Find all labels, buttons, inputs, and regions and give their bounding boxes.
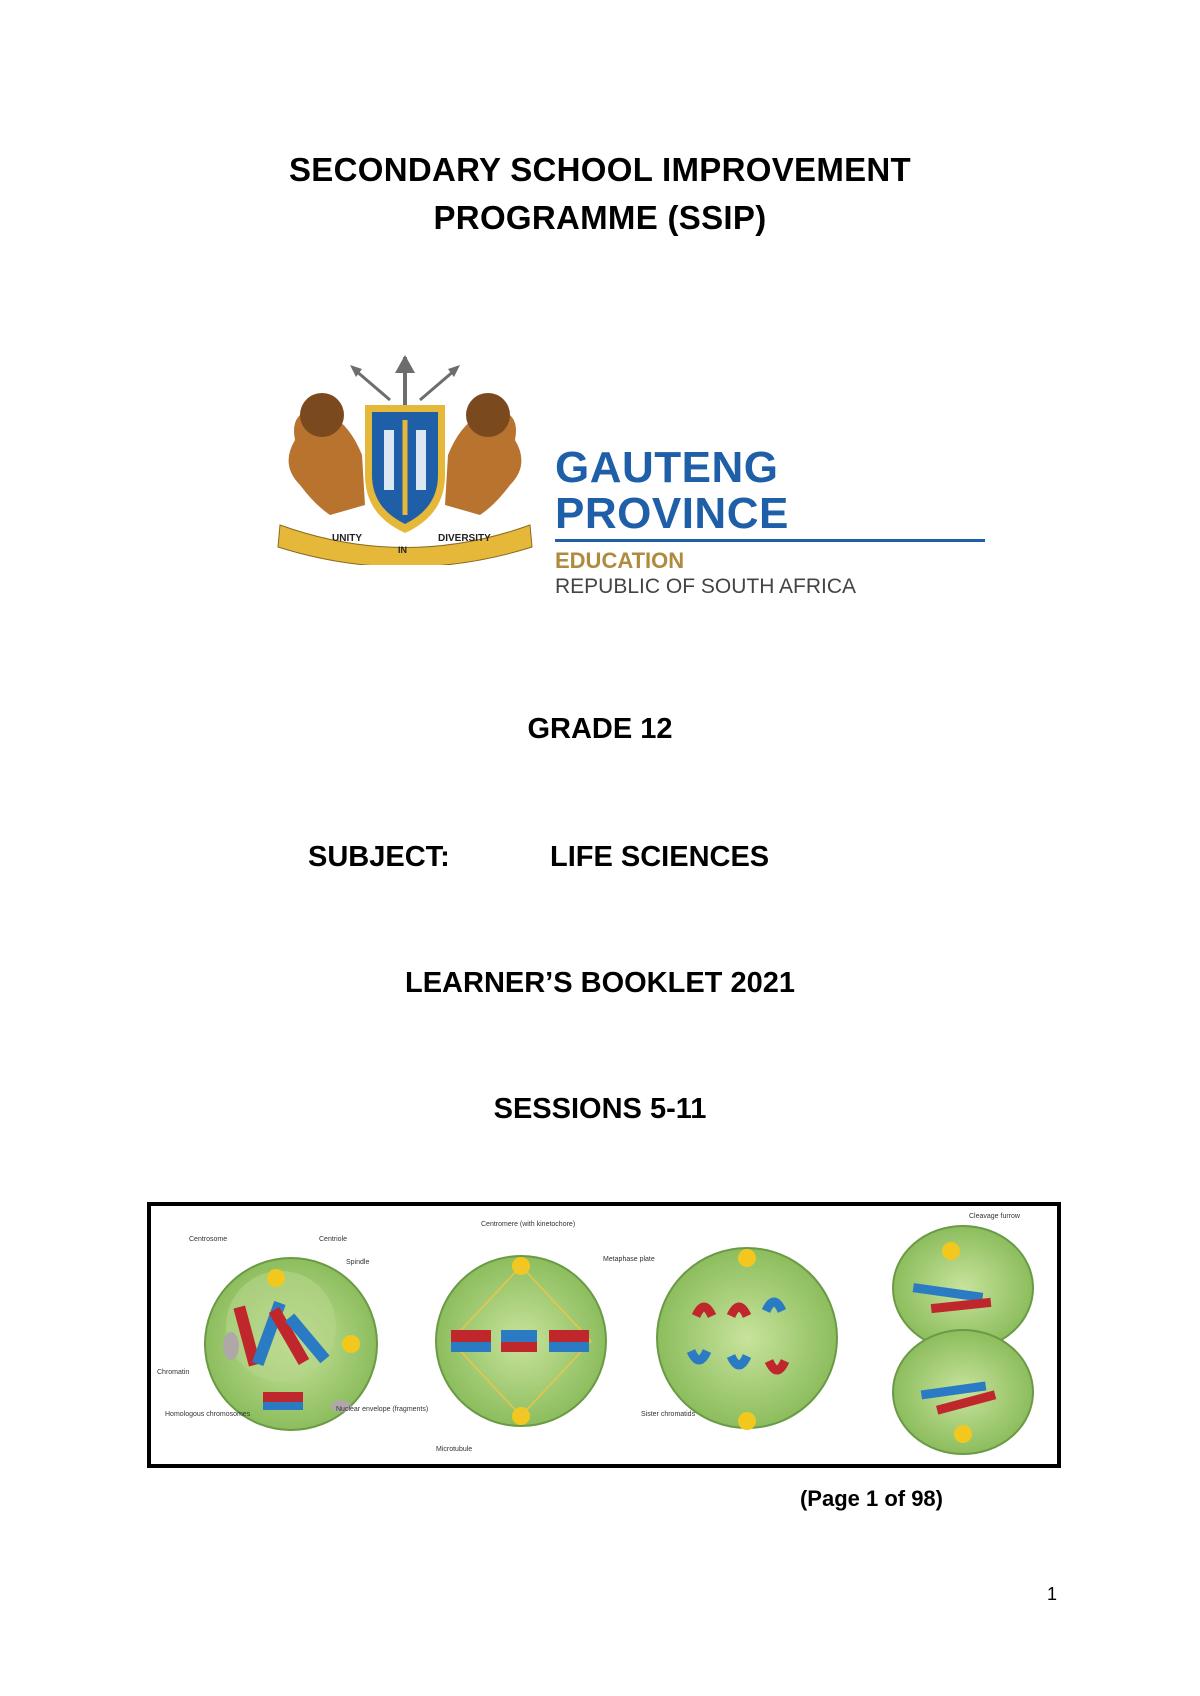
- title-line-2: PROGRAMME (SSIP): [433, 199, 767, 236]
- subject-label: SUBJECT:: [308, 841, 450, 873]
- label-centromere: Centromere (with kinetochore): [481, 1221, 576, 1228]
- label-homologous: Homologous chromosomes: [165, 1411, 251, 1418]
- label-nuclear-envelope: Nuclear envelope (fragments): [336, 1406, 429, 1413]
- cell-telophase: [893, 1213, 1033, 1454]
- label-cleavage-furrow: Cleavage furrow: [969, 1213, 1020, 1220]
- page-of-label: (Page 1 of 98): [799, 1486, 943, 1511]
- mitosis-illustration: [151, 1206, 1057, 1464]
- label-centriole: Centriole: [319, 1236, 348, 1243]
- motto-in: IN: [398, 545, 407, 555]
- label-spindle: Spindle: [346, 1259, 370, 1266]
- subject-value: LIFE SCIENCES: [550, 841, 770, 873]
- page-number: 1: [1046, 1584, 1057, 1604]
- label-microtubule: Microtubule: [436, 1446, 473, 1453]
- logo-text: [555, 445, 990, 600]
- coat-of-arms-icon: [270, 355, 540, 565]
- motto-unity: UNITY: [332, 533, 362, 544]
- motto-diversity: DIVERSITY: [438, 533, 491, 544]
- cell-prophase: [157, 1236, 428, 1430]
- province-underline: [555, 539, 985, 542]
- label-centrosome: Centrosome: [189, 1236, 228, 1243]
- gauteng-logo: [270, 355, 990, 598]
- title-line-1: SECONDARY SCHOOL IMPROVEMENT: [288, 151, 912, 188]
- grade: GRADE 12: [527, 713, 673, 745]
- sessions: SESSIONS 5-11: [493, 1093, 707, 1125]
- document-title: [0, 146, 1200, 242]
- label-chromatin: Chromatin: [157, 1369, 190, 1376]
- booklet-title: LEARNER’S BOOKLET 2021: [405, 967, 795, 999]
- country-name: REPUBLIC OF SOUTH AFRICA: [555, 575, 857, 598]
- mitosis-figure: [147, 1202, 1061, 1468]
- label-sister-chromatids: Sister chromatids: [641, 1411, 696, 1418]
- province-name: GAUTENG PROVINCE: [555, 443, 789, 538]
- label-metaphase-plate: Metaphase plate: [603, 1256, 655, 1263]
- cell-metaphase: [436, 1221, 655, 1453]
- department-name: EDUCATION: [555, 548, 685, 573]
- cell-anaphase: [641, 1248, 837, 1430]
